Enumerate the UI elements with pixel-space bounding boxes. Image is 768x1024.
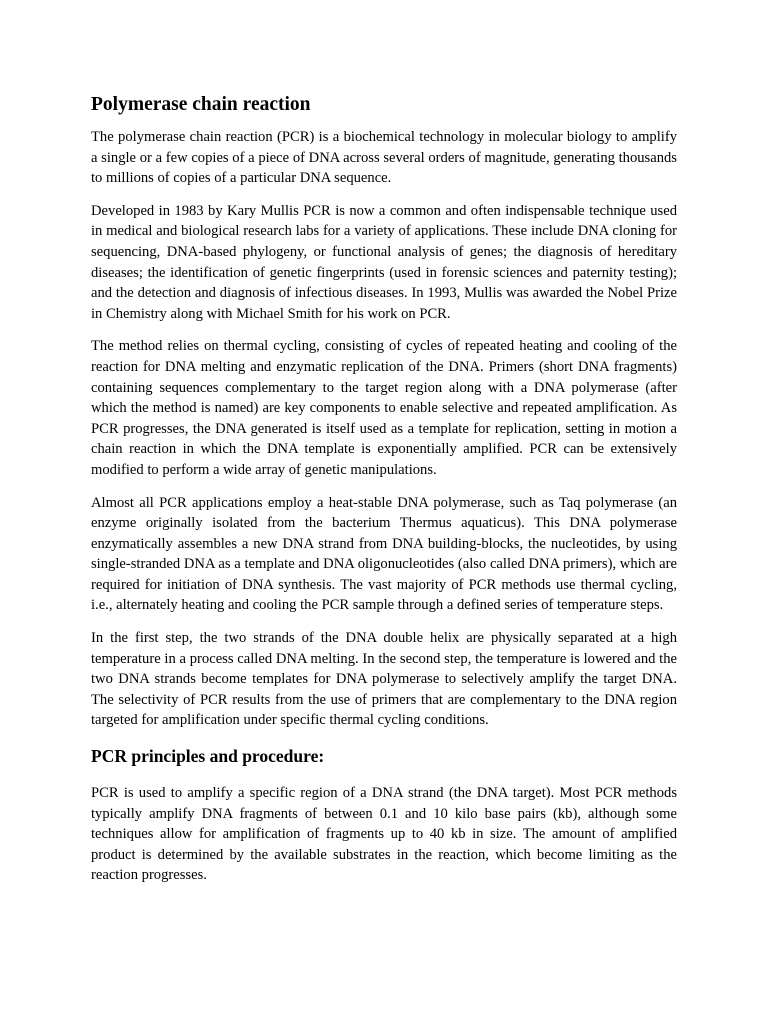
document-title: Polymerase chain reaction xyxy=(91,94,311,115)
paragraph-steps: In the first step, the two strands of the DNA double helix are physically separated at a high temperature in a process called DNA melting. In the second step, the temperature is lowered and the two DNA strands become templates for DNA polymerase to selectively amplify the target DNA. The selectivity of PCR results from the use of primers that are complementary to the DNA region targeted for amplification under specific thermal cycling conditions. xyxy=(91,630,677,729)
paragraph-polymerase: Almost all PCR applications employ a heat-stable DNA polymerase, such as Taq polymerase (an enzyme originally isolated from the bacterium Thermus aquaticus). This DNA polymerase enzymatically assembles a new DNA strand from DNA building-blocks, the nucleotides, by using single-stranded DNA as a template and DNA oligonucleotides (also called DNA primers), which are required for initiation of DNA synthesis. The vast majority of PCR methods use thermal cycling, i.e., alternately heating and cooling the PCR sample through a defined series of temperature steps. xyxy=(91,494,677,614)
section-heading: PCR principles and procedure: xyxy=(91,746,325,767)
document-page xyxy=(91,92,677,898)
paragraph-history: Developed in 1983 by Kary Mullis PCR is now a common and often indispensable technique used in medical and biological research labs for a variety of applications. These include DNA cloning for sequencing, DNA-based phylogeny, or functional analysis of genes; the diagnosis of hereditary diseases; the identification of genetic fingerprints (used in forensic sciences and paternity testing); and the detection and diagnosis of infectious diseases. In 1993, Mullis was awarded the Nobel Prize in Chemistry along with Michael Smith for his work on PCR. xyxy=(91,202,677,322)
paragraph-method: The method relies on thermal cycling, consisting of cycles of repeated heating and cooling of the reaction for DNA melting and enzymatic replication of the DNA. Primers (short DNA fragments) containing sequences complementary to the target region along with a DNA polymerase (after which the method is named) are key components to enable selective and repeated amplification. As PCR progresses, the DNA generated is itself used as a template for replication, setting in motion a chain reaction in which the DNA template is exponentially amplified. PCR can be extensively modified to perform a wide array of genetic manipulations. xyxy=(91,338,677,478)
paragraph-principles: PCR is used to amplify a specific region of a DNA strand (the DNA target). Most PCR methods typically amplify DNA fragments of between 0.1 and 10 kilo base pairs (kb), although some techniques allow for amplification of fragments up to 40 kb in size. The amount of amplified product is determined by the available substrates in the reaction, which become limiting as the reaction progresses. xyxy=(91,785,677,884)
paragraph-intro: The polymerase chain reaction (PCR) is a biochemical technology in molecular biology to amplify a single or a few copies of a piece of DNA across several orders of magnitude, generating thousands to millions of copies of a particular DNA sequence. xyxy=(91,129,677,187)
